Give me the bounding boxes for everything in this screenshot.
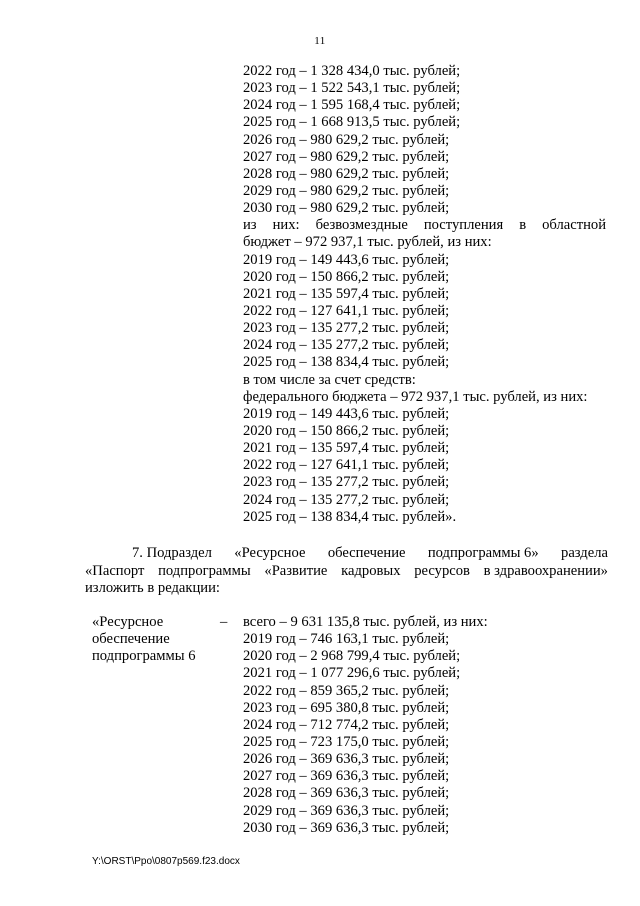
year-line: 2025 год – 138 834,4 тыс. рублей».: [243, 508, 457, 525]
year-line: 2020 год – 150 866,2 тыс. рублей;: [243, 268, 450, 285]
year-line: 2028 год – 369 636,3 тыс. рублей;: [243, 785, 450, 802]
year-line: 2022 год – 1 328 434,0 тыс. рублей;: [243, 63, 461, 79]
year-line: 2029 год – 369 636,3 тыс. рублей;: [243, 802, 450, 819]
file-path-footer: Y:\ORST\Ppo\0807p569.f23.docx: [92, 856, 240, 867]
year-line: 2027 год – 980 629,2 тыс. рублей;: [243, 148, 450, 165]
page-number: 11: [314, 35, 326, 47]
year-line: 2026 год – 980 629,2 тыс. рублей;: [243, 131, 450, 148]
year-line: 2024 год – 135 277,2 тыс. рублей;: [243, 491, 450, 508]
year-line: 2022 год – 127 641,1 тыс. рублей;: [243, 457, 450, 474]
total-line: всего – 9 631 135,8 тыс. рублей, из них:: [243, 614, 488, 630]
year-line: 2025 год – 723 175,0 тыс. рублей;: [243, 733, 450, 750]
revenue-total-line: бюджет – 972 937,1 тыс. рублей, из них:: [243, 234, 492, 251]
year-line: 2023 год – 695 380,8 тыс. рублей;: [243, 699, 450, 716]
revenue-heading-line: из них: безвозмездные поступления в областной: [243, 217, 606, 234]
paragraph-line-3: изложить в редакции:: [85, 580, 220, 596]
funding-text-block-1: [243, 63, 606, 526]
year-line: 2028 год – 980 629,2 тыс. рублей;: [243, 165, 450, 182]
paragraph-line-1: 7. Подраздел «Ресурсное обеспечение подпрограммы 6» раздела: [132, 545, 608, 561]
label-dash: –: [220, 614, 228, 630]
year-line: 2024 год – 135 277,2 тыс. рублей;: [243, 337, 450, 354]
federal-total-line: федерального бюджета – 972 937,1 тыс. рублей, из них:: [243, 388, 588, 405]
year-line: 2030 год – 369 636,3 тыс. рублей;: [243, 819, 450, 836]
year-line: 2020 год – 150 866,2 тыс. рублей;: [243, 422, 450, 439]
amendment-paragraph: [85, 545, 608, 598]
year-line: 2025 год – 1 668 913,5 тыс. рублей;: [243, 114, 461, 131]
year-line: 2023 год – 1 522 543,1 тыс. рублей;: [243, 80, 461, 97]
year-line: 2021 год – 1 077 296,6 тыс. рублей;: [243, 665, 461, 682]
year-line: 2023 год – 135 277,2 тыс. рублей;: [243, 474, 450, 491]
year-line: 2021 год – 135 597,4 тыс. рублей;: [243, 440, 450, 457]
year-line: 2027 год – 369 636,3 тыс. рублей;: [243, 768, 450, 785]
year-line: 2019 год – 149 443,6 тыс. рублей;: [243, 251, 450, 268]
year-line: 2020 год – 2 968 799,4 тыс. рублей;: [243, 648, 461, 665]
funding-text-block-3: [243, 614, 606, 837]
year-line: 2029 год – 980 629,2 тыс. рублей;: [243, 182, 450, 199]
passport-label: «Ресурсное обеспечение подпрограммы 6: [92, 614, 196, 665]
year-line: 2024 год – 712 774,2 тыс. рублей;: [243, 716, 450, 733]
year-line: 2030 год – 980 629,2 тыс. рублей;: [243, 200, 450, 217]
year-line: 2019 год – 746 163,1 тыс. рублей;: [243, 631, 450, 648]
year-line: 2024 год – 1 595 168,4 тыс. рублей;: [243, 97, 461, 114]
year-line: 2022 год – 859 365,2 тыс. рублей;: [243, 682, 450, 699]
year-line: 2022 год – 127 641,1 тыс. рублей;: [243, 302, 450, 319]
year-line: 2023 год – 135 277,2 тыс. рублей;: [243, 320, 450, 337]
source-heading-line: в том числе за счет средств:: [243, 371, 416, 388]
year-line: 2019 год – 149 443,6 тыс. рублей;: [243, 405, 450, 422]
paragraph-line-2: «Паспорт подпрограммы «Развитие кадровых ресурсов в здравоохранении»: [85, 562, 608, 579]
year-line: 2025 год – 138 834,4 тыс. рублей;: [243, 354, 450, 371]
year-line: 2026 год – 369 636,3 тыс. рублей;: [243, 751, 450, 768]
year-line: 2021 год – 135 597,4 тыс. рублей;: [243, 285, 450, 302]
